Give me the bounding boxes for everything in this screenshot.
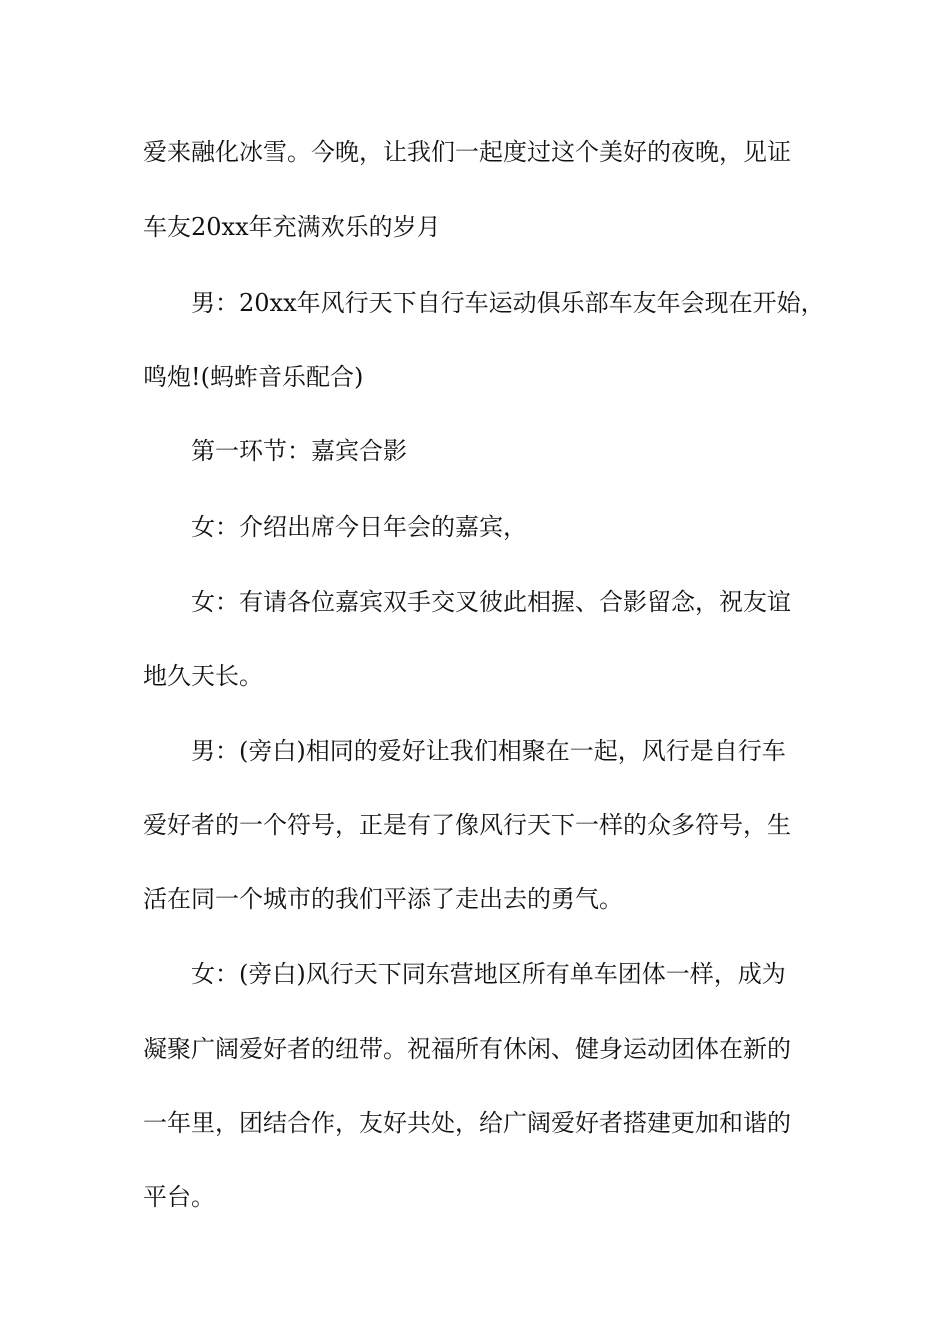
text-line: 鸣炮!(蚂蚱音乐配合) [143, 363, 364, 391]
text-line: 平台。 [143, 1183, 215, 1211]
text-line: 车友20xx年充满欢乐的岁月 [143, 213, 441, 241]
paragraph-start-line: 女：(旁白)风行天下同东营地区所有单车团体一样，成为 [191, 960, 786, 988]
paragraph-start-line: 女：有请各位嘉宾双手交叉彼此相握、合影留念，祝友谊 [191, 588, 791, 616]
paragraph-start-line: 男：20xx年风行天下自行车运动俱乐部车友年会现在开始， [191, 289, 825, 317]
text-line: 一年里，团结合作，友好共处，给广阔爱好者搭建更加和谐的 [143, 1109, 791, 1137]
text-line: 爱好者的一个符号，正是有了像风行天下一样的众多符号，生 [143, 811, 791, 839]
section-heading: 第一环节：嘉宾合影 [191, 437, 407, 465]
text-line: 活在同一个城市的我们平添了走出去的勇气。 [143, 885, 623, 913]
text-line: 凝聚广阔爱好者的纽带。祝福所有休闲、健身运动团体在新的 [143, 1035, 791, 1063]
text-line: 地久天长。 [143, 662, 263, 690]
paragraph-start-line: 女：介绍出席今日年会的嘉宾， [191, 513, 527, 541]
text-line: 爱来融化冰雪。今晚，让我们一起度过这个美好的夜晚，见证 [143, 138, 791, 166]
paragraph-start-line: 男：(旁白)相同的爱好让我们相聚在一起，风行是自行车 [191, 737, 786, 765]
